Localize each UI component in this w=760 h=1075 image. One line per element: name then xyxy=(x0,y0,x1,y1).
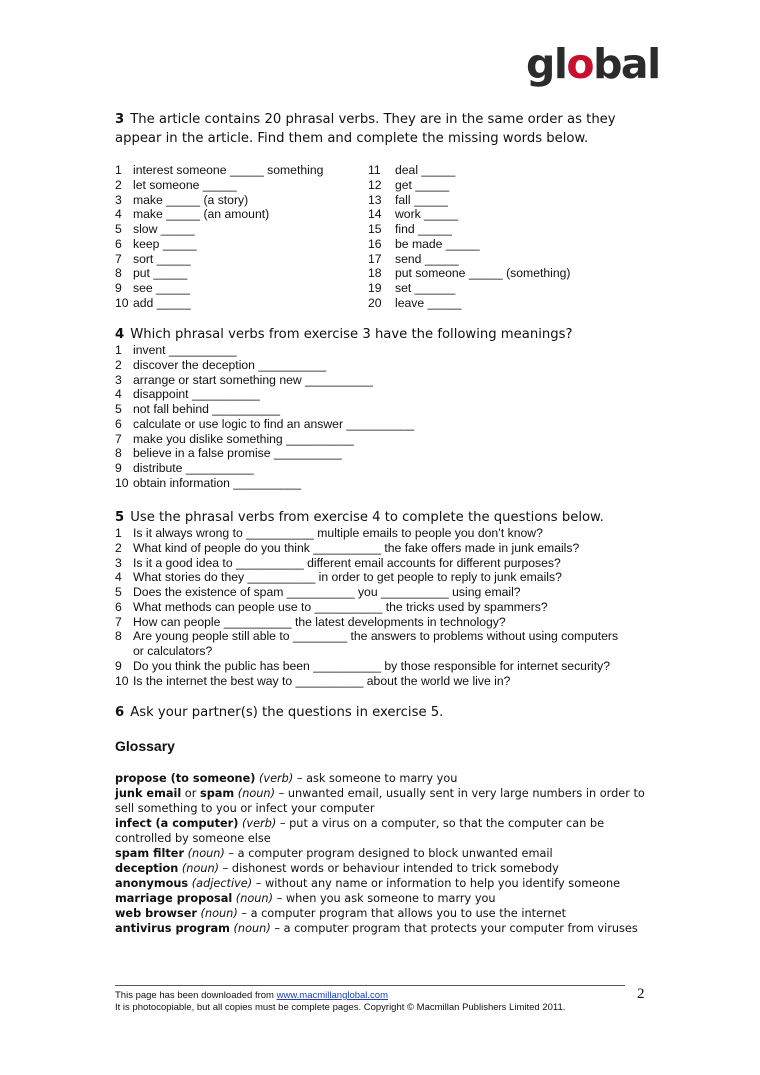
item-number: 5 xyxy=(115,585,122,599)
glossary-part-of-speech: (verb) xyxy=(242,817,277,830)
phrasal-verb-item xyxy=(368,252,570,267)
global-logo: global xyxy=(526,40,660,88)
glossary-term: infect (a computer) xyxy=(115,817,239,830)
meaning-item xyxy=(115,373,414,388)
item-number: 3 xyxy=(115,192,122,207)
item-number: 3 xyxy=(115,372,122,387)
exercise-3-heading: 3 The article contains 20 phrasal verbs. They are in the same order as they appear in the article. Find them and complete the missing words below. xyxy=(115,112,616,146)
item-text: leave _____ xyxy=(395,295,462,310)
phrasal-verb-item xyxy=(115,266,323,281)
glossary-part-of-speech: (noun) xyxy=(237,787,275,800)
glossary-part-of-speech: (noun) xyxy=(235,892,274,905)
glossary-term: spam xyxy=(199,787,235,800)
glossary-entry xyxy=(115,846,650,861)
glossary-term: antivirus program xyxy=(115,922,230,935)
footer xyxy=(115,990,565,1014)
exercise-5-list xyxy=(115,526,618,688)
glossary-part-of-speech: (noun) xyxy=(200,907,238,920)
item-number: 9 xyxy=(115,461,122,475)
item-number: 10 xyxy=(115,295,129,310)
phrasal-verb-item xyxy=(115,178,323,193)
glossary-definition: – a computer program designed to block unwanted email xyxy=(224,847,553,860)
item-text: Does the existence of spam __________ you __________ using email? xyxy=(133,585,521,599)
question-item xyxy=(115,585,618,600)
item-number: 1 xyxy=(115,343,122,357)
item-text: arrange or start something new __________ xyxy=(133,372,373,387)
exercise-3-list-left xyxy=(115,163,323,311)
item-text: invent __________ xyxy=(133,343,237,357)
item-text: fall _____ xyxy=(395,192,448,207)
item-text: add _____ xyxy=(133,295,191,310)
item-text: Is it a good idea to __________ different email accounts for different purposes? xyxy=(133,555,561,570)
item-text: not fall behind __________ xyxy=(133,402,281,416)
phrasal-verb-item xyxy=(115,296,323,311)
glossary-list xyxy=(115,771,650,936)
meaning-item xyxy=(115,432,414,447)
item-number: 7 xyxy=(115,614,122,629)
glossary-term: anonymous xyxy=(115,877,189,890)
meaning-item xyxy=(115,343,414,358)
item-number: 4 xyxy=(115,570,122,585)
glossary-entry xyxy=(115,876,650,891)
item-text: slow _____ xyxy=(133,222,195,236)
phrasal-verb-item xyxy=(368,222,570,237)
glossary-definition: – dishonest words or behaviour intended to trick somebody xyxy=(219,862,559,875)
item-text: work _____ xyxy=(395,207,459,222)
question-item xyxy=(115,556,618,571)
glossary-term: web browser xyxy=(115,907,197,920)
item-number: 12 xyxy=(368,177,382,192)
glossary-term: deception xyxy=(115,862,179,875)
item-number: 18 xyxy=(368,266,382,281)
exercise-3-list-right xyxy=(368,163,570,311)
meaning-item xyxy=(115,402,414,417)
meaning-item xyxy=(115,387,414,402)
phrasal-verb-item xyxy=(115,193,323,208)
meaning-item xyxy=(115,358,414,373)
glossary-definition: – ask someone to marry you xyxy=(293,772,458,785)
glossary-entry xyxy=(115,906,650,921)
item-text: let someone _____ xyxy=(133,177,237,192)
item-number: 2 xyxy=(115,177,122,192)
item-text: see _____ xyxy=(133,281,190,295)
phrasal-verb-item xyxy=(368,163,570,178)
item-text: discover the deception __________ xyxy=(133,357,327,372)
item-number: 1 xyxy=(115,163,122,177)
item-text: obtain information __________ xyxy=(133,475,302,490)
item-number: 4 xyxy=(115,207,122,222)
meaning-item xyxy=(115,417,414,432)
exercise-4-heading: 4 Which phrasal verbs from exercise 3 have the following meanings? xyxy=(115,327,573,342)
phrasal-verb-item xyxy=(115,222,323,237)
item-number: 10 xyxy=(115,673,129,688)
glossary-definition: – a computer program that protects your computer from viruses xyxy=(270,922,638,935)
item-number: 7 xyxy=(115,251,122,266)
footer-copyright: It is photocopiable, but all copies must be complete pages. Copyright © Macmillan Publishers Limited 2011. xyxy=(115,1002,566,1013)
item-text: be made _____ xyxy=(395,236,480,251)
item-number: 9 xyxy=(115,281,122,295)
item-text: Do you think the public has been __________ by those responsible for internet security? xyxy=(133,658,610,673)
question-item xyxy=(115,615,618,630)
item-number: 5 xyxy=(115,222,122,236)
item-number: 5 xyxy=(115,402,122,416)
footer-link[interactable]: www.macmillanglobal.com xyxy=(276,990,389,1001)
item-number: 1 xyxy=(115,526,122,540)
item-number: 6 xyxy=(115,599,122,614)
phrasal-verb-item xyxy=(368,193,570,208)
item-text: make _____ (a story) xyxy=(133,192,249,207)
glossary-entry xyxy=(115,771,650,786)
item-number: 15 xyxy=(368,222,382,236)
question-item xyxy=(115,570,618,585)
item-number: 10 xyxy=(115,475,129,490)
item-text: believe in a false promise __________ xyxy=(133,446,342,461)
phrasal-verb-item xyxy=(368,207,570,222)
item-text: How can people __________ the latest developments in technology? xyxy=(133,614,506,629)
item-text: interest someone _____ something xyxy=(133,163,324,177)
phrasal-verb-item xyxy=(368,296,570,311)
item-text: deal _____ xyxy=(395,163,456,177)
glossary-definition: – unwanted email, usually sent in very large numbers in order to sell something to you or infect your computer xyxy=(115,787,645,815)
item-text: make you dislike something __________ xyxy=(133,431,354,446)
phrasal-verb-item xyxy=(368,237,570,252)
item-number: 6 xyxy=(115,236,122,251)
item-number: 13 xyxy=(368,192,382,207)
item-text: calculate or use logic to find an answer __________ xyxy=(133,416,415,431)
glossary-term: junk email xyxy=(115,787,182,800)
phrasal-verb-item xyxy=(115,163,323,178)
item-text: put _____ xyxy=(133,266,188,281)
exercise-5-heading: 5 Use the phrasal verbs from exercise 4 to complete the questions below. xyxy=(115,510,604,525)
glossary-term: propose (to someone) xyxy=(115,772,256,785)
item-number: 3 xyxy=(115,555,122,570)
item-text: make _____ (an amount) xyxy=(133,207,270,222)
glossary-entry xyxy=(115,891,650,906)
glossary-part-of-speech: (verb) xyxy=(258,772,294,785)
glossary-entry xyxy=(115,816,650,846)
item-number: 16 xyxy=(368,236,382,251)
item-text: disappoint __________ xyxy=(133,387,260,402)
item-text: find _____ xyxy=(395,222,452,236)
meaning-item xyxy=(115,476,414,491)
item-text: send _____ xyxy=(395,251,459,266)
footer-download-text: This page has been downloaded from xyxy=(115,990,277,1001)
glossary-part-of-speech: (noun) xyxy=(233,922,271,935)
glossary-or: or xyxy=(181,787,200,800)
item-text: sort _____ xyxy=(133,251,191,266)
exercise-4-list xyxy=(115,343,414,491)
question-item xyxy=(115,526,618,541)
phrasal-verb-item xyxy=(368,266,570,281)
item-text: What stories do they __________ in order to get people to reply to junk emails? xyxy=(133,570,562,585)
item-number: 14 xyxy=(368,207,382,222)
item-text: get _____ xyxy=(395,177,450,192)
item-text: Is it always wrong to __________ multiple emails to people you don’t know? xyxy=(133,526,543,540)
page-number: 2 xyxy=(637,986,645,1002)
item-number: 19 xyxy=(368,281,382,295)
exercise-6-heading: 6 Ask your partner(s) the questions in exercise 5. xyxy=(115,705,444,720)
meaning-item xyxy=(115,461,414,476)
item-text: distribute __________ xyxy=(133,461,254,475)
item-number: 2 xyxy=(115,357,122,372)
item-text: What methods can people use to __________ the tricks used by spammers? xyxy=(133,599,548,614)
phrasal-verb-item xyxy=(115,281,323,296)
footer-divider xyxy=(115,985,625,986)
glossary-definition: – a computer program that allows you to use the internet xyxy=(237,907,566,920)
glossary-definition: – when you ask someone to marry you xyxy=(273,892,496,905)
glossary-definition: – without any name or information to help you identify someone xyxy=(252,877,621,890)
glossary-term: marriage proposal xyxy=(115,892,233,905)
glossary-title: Glossary xyxy=(115,738,175,754)
phrasal-verb-item xyxy=(368,178,570,193)
glossary-entry xyxy=(115,861,650,876)
item-text: keep _____ xyxy=(133,236,197,251)
item-number: 11 xyxy=(368,163,381,177)
item-text: Is the internet the best way to __________ about the world we live in? xyxy=(133,673,511,688)
item-number: 17 xyxy=(368,251,382,266)
item-text: What kind of people do you think __________ the fake offers made in junk emails? xyxy=(133,540,580,555)
item-number: 6 xyxy=(115,416,122,431)
item-text: set ______ xyxy=(395,281,456,295)
phrasal-verb-item xyxy=(368,281,570,296)
item-number: 8 xyxy=(115,629,122,644)
phrasal-verb-item xyxy=(115,207,323,222)
item-number: 9 xyxy=(115,658,122,673)
phrasal-verb-item xyxy=(115,252,323,267)
item-number: 2 xyxy=(115,540,122,555)
item-text: Are young people still able to ________ the answers to problems without using computers xyxy=(133,629,619,644)
question-item xyxy=(115,600,618,615)
glossary-term: spam filter xyxy=(115,847,185,860)
item-number: 4 xyxy=(115,387,122,402)
question-item xyxy=(115,629,618,644)
item-number: 20 xyxy=(368,295,382,310)
item-number: 8 xyxy=(115,446,122,461)
glossary-definition: – put a virus on a computer, so that the computer can be controlled by someone else xyxy=(115,817,605,845)
item-text: put someone _____ (something) xyxy=(395,266,571,281)
glossary-part-of-speech: (noun) xyxy=(187,847,225,860)
question-item-continued: or calculators? xyxy=(133,644,213,658)
glossary-entry xyxy=(115,786,650,816)
glossary-part-of-speech: (noun) xyxy=(181,862,220,875)
question-item xyxy=(115,541,618,556)
item-number: 7 xyxy=(115,431,122,446)
question-item xyxy=(115,674,618,689)
meaning-item xyxy=(115,446,414,461)
glossary-part-of-speech: (adjective) xyxy=(191,877,253,890)
question-item xyxy=(115,659,618,674)
glossary-entry xyxy=(115,921,650,936)
item-number: 8 xyxy=(115,266,122,281)
phrasal-verb-item xyxy=(115,237,323,252)
